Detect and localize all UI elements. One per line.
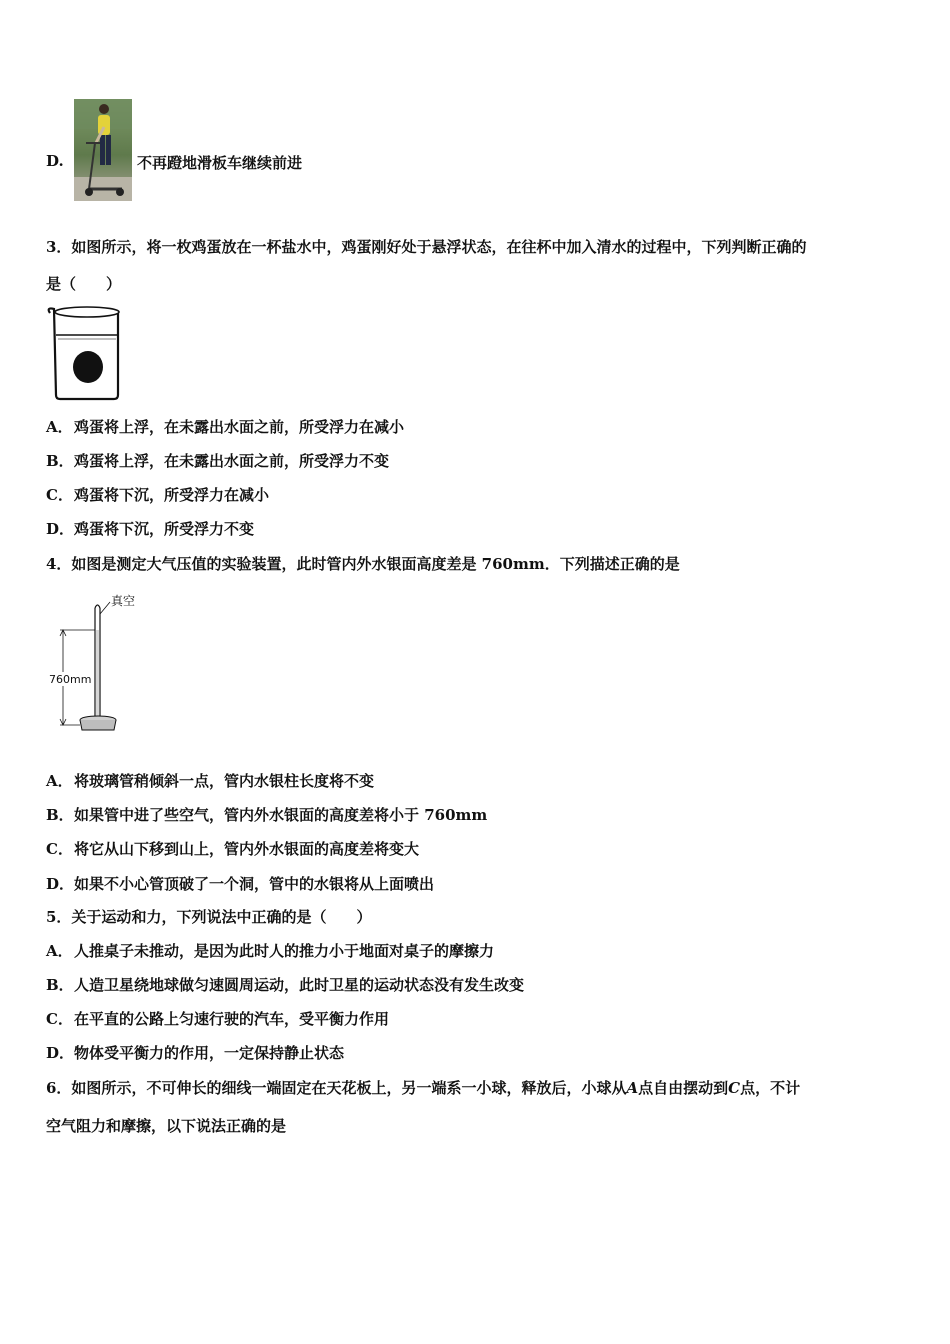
q4-option-c [46, 838, 419, 859]
q4-option-a-label: A． [46, 772, 73, 790]
q4-stem: 4．如图是测定大气压值的实验装置，此时管内外水银面高度差是 760mm．下列描述正确的是 [46, 555, 680, 573]
q5-option-b [46, 974, 524, 995]
q3-option-a-label: A． [46, 418, 73, 436]
q5-option-a-text: 人推桌子未推动，是因为此时人的推力小于地面对桌子的摩擦力 [74, 942, 495, 960]
height-label: 760mm [49, 673, 92, 686]
q6-stem-part-c: 点，不计 [740, 1079, 801, 1097]
scooter-photo [74, 99, 132, 201]
vacuum-label: 真空 [111, 594, 136, 608]
q5-option-a [46, 940, 494, 961]
q3-stem-line2: 是（ ） [46, 275, 122, 293]
q4-option-d-label: D． [46, 875, 75, 893]
q6-stem-line2: 空气阻力和摩擦，以下说法正确的是 [46, 1117, 287, 1135]
q4-option-a [46, 770, 374, 791]
point-c-label: C [728, 1079, 741, 1097]
q5-option-d [46, 1042, 344, 1063]
q5-option-c-label: C． [46, 1010, 73, 1028]
q6-stem-part-b: 点自由摆动到 [638, 1079, 729, 1097]
q3-option-c [46, 484, 269, 505]
q5-option-b-text: 人造卫星绕地球做匀速圆周运动，此时卫星的运动状态没有发生改变 [74, 976, 525, 994]
q4-option-c-label: C． [46, 840, 73, 858]
q4-option-a-text: 将玻璃管稍倾斜一点，管内水银柱长度将不变 [74, 772, 375, 790]
q6-stem-part-a: 6．如图所示，不可伸长的细线一端固定在天花板上，另一端系一小球，释放后，小球从 [46, 1079, 627, 1097]
q5-option-d-text: 物体受平衡力的作用，一定保持静止状态 [74, 1044, 345, 1062]
q5-stem: 5．关于运动和力，下列说法中正确的是（ ） [46, 908, 372, 926]
q3-option-b-label: B． [46, 452, 74, 470]
q2-option-d-label: D. [46, 152, 64, 170]
q5-option-c [46, 1008, 389, 1029]
q4-option-d-text: 如果不小心管顶破了一个洞，管中的水银将从上面喷出 [74, 875, 435, 893]
point-a-label: A [626, 1079, 639, 1097]
q3-option-d-label: D． [46, 520, 75, 538]
q4-option-b-label: B． [46, 806, 74, 824]
q5-option-c-text: 在平直的公路上匀速行驶的汽车，受平衡力作用 [74, 1010, 390, 1028]
barometer-figure [44, 590, 154, 740]
q3-stem-line1: 3．如图所示，将一枚鸡蛋放在一杯盐水中，鸡蛋刚好处于悬浮状态，在往杯中加入清水的过程中，下列判断正确的 [46, 238, 807, 256]
q3-option-a [46, 416, 404, 437]
q3-option-a-text: 鸡蛋将上浮，在未露出水面之前，所受浮力在减小 [74, 418, 405, 436]
q5-option-b-label: B． [46, 976, 74, 994]
q3-option-d [46, 518, 254, 539]
q4-option-d [46, 873, 434, 894]
q3-option-c-label: C． [46, 486, 73, 504]
beaker-egg-figure [44, 303, 124, 403]
q6-stem-line1 [46, 1077, 800, 1098]
q3-option-c-text: 鸡蛋将下沉，所受浮力在减小 [74, 486, 270, 504]
q3-option-d-text: 鸡蛋将下沉，所受浮力不变 [74, 520, 255, 538]
q3-option-b [46, 450, 389, 471]
q5-option-a-label: A． [46, 942, 73, 960]
q4-option-b [46, 804, 487, 825]
q4-option-c-text: 将它从山下移到山上，管内外水银面的高度差将变大 [74, 840, 420, 858]
q5-option-d-label: D． [46, 1044, 75, 1062]
q3-option-b-text: 鸡蛋将上浮，在未露出水面之前，所受浮力不变 [74, 452, 390, 470]
q4-option-b-text: 如果管中进了些空气，管内外水银面的高度差将小于 760mm [74, 806, 488, 824]
q2-option-d-text: 不再蹬地滑板车继续前进 [137, 154, 303, 172]
